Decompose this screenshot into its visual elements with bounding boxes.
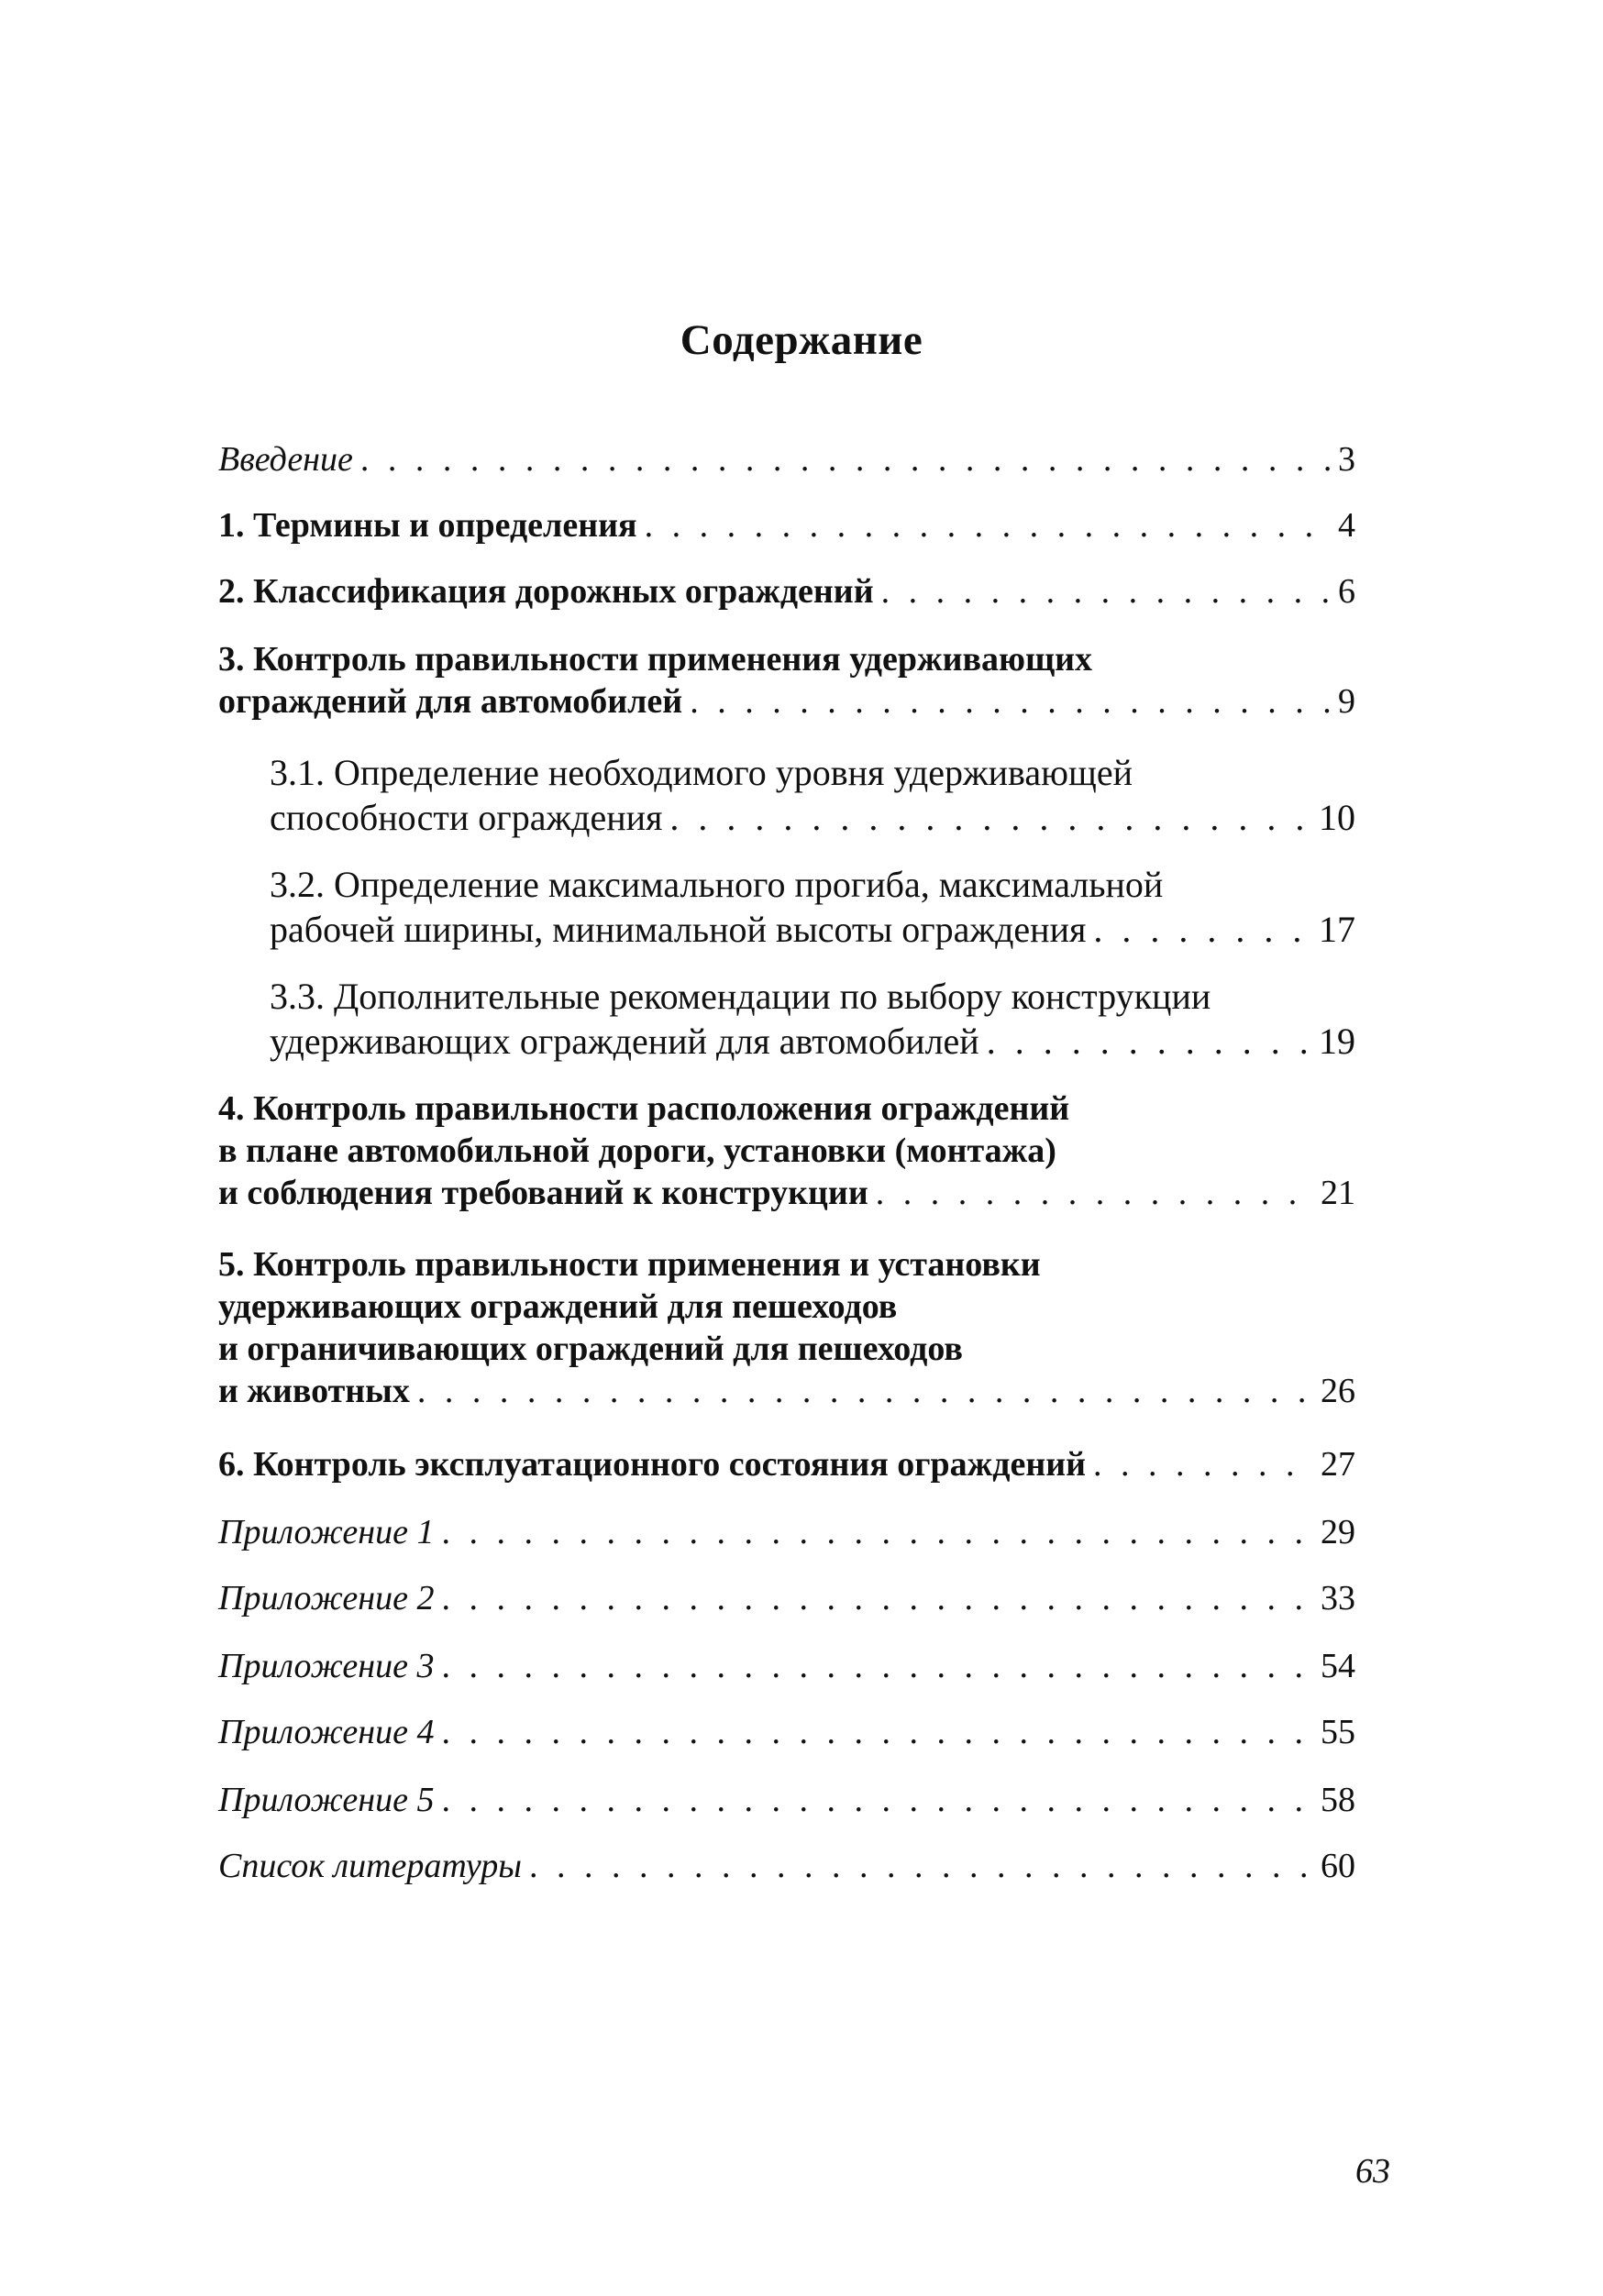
toc-entry-line: 3.3. Дополнительные рекомендации по выбору конструкции bbox=[270, 976, 1211, 1017]
toc-entry-title: 6. Контроль эксплуатационного состояния ограждений bbox=[218, 1445, 1087, 1484]
toc-entry-section-3-1 bbox=[270, 750, 1355, 840]
toc-entry-page: 58 bbox=[1321, 1781, 1355, 1819]
dot-leader bbox=[529, 1845, 1315, 1887]
toc-entry-title: рабочей ширины, минимальной высоты ограждения bbox=[270, 909, 1087, 950]
dot-leader bbox=[645, 504, 1332, 546]
toc-entry-page: 6 bbox=[1338, 572, 1355, 611]
toc-entry-title: Приложение 1 bbox=[218, 1513, 435, 1551]
toc-entry-section-2 bbox=[218, 570, 1355, 613]
toc-entry-title: 1. Термины и определения bbox=[218, 506, 637, 545]
toc-entry-section-3-2 bbox=[270, 862, 1355, 952]
toc-entry-line: в плане автомобильной дороги, установки (монтажа) bbox=[218, 1131, 1056, 1170]
toc-entry-section-3-3 bbox=[270, 974, 1355, 1064]
toc-entry-page: 60 bbox=[1321, 1847, 1355, 1885]
dot-leader bbox=[441, 1511, 1315, 1553]
toc-entry-section-6 bbox=[218, 1443, 1355, 1485]
toc-entry-page: 4 bbox=[1338, 506, 1355, 545]
toc-entry-section-4 bbox=[218, 1087, 1355, 1214]
toc-entry-section-5 bbox=[218, 1243, 1355, 1412]
toc-entry-page: 3 bbox=[1338, 440, 1355, 479]
toc-entry-page: 19 bbox=[1319, 1021, 1355, 1062]
toc-entry-page: 54 bbox=[1321, 1647, 1355, 1685]
toc-entry-line: удерживающих ограждений для пешеходов bbox=[218, 1287, 898, 1326]
toc-entry-title: Приложение 4 bbox=[218, 1713, 435, 1751]
toc-entry-bibliography bbox=[218, 1845, 1355, 1887]
dot-leader bbox=[441, 1711, 1315, 1753]
toc-entry-page: 33 bbox=[1321, 1579, 1355, 1617]
toc-entry-title: Введение bbox=[218, 440, 353, 479]
toc-entry-introduction bbox=[218, 438, 1355, 480]
toc-entry-line: 4. Контроль правильности расположения ограждений bbox=[218, 1089, 1070, 1128]
toc-entry-appendix-4 bbox=[218, 1711, 1355, 1753]
toc-entry-title: Приложение 2 bbox=[218, 1579, 435, 1617]
toc-entry-title: Приложение 3 bbox=[218, 1647, 435, 1685]
toc-entry-title: Список литературы bbox=[218, 1847, 523, 1885]
toc-entry-line: и ограничивающих ограждений для пешеходов bbox=[218, 1330, 963, 1368]
dot-leader bbox=[987, 1019, 1313, 1064]
dot-leader bbox=[417, 1370, 1315, 1412]
dot-leader bbox=[1093, 907, 1313, 952]
toc-entry-title: 2. Классификация дорожных ограждений bbox=[218, 572, 874, 611]
dot-leader bbox=[690, 680, 1332, 723]
toc-entry-title: Приложение 5 bbox=[218, 1781, 435, 1819]
toc-entry-line: 3.1. Определение необходимого уровня удерживающей bbox=[270, 752, 1133, 793]
toc-entry-page: 26 bbox=[1321, 1372, 1355, 1410]
toc-entry-page: 29 bbox=[1321, 1513, 1355, 1551]
toc-entry-page: 55 bbox=[1321, 1713, 1355, 1751]
toc-entry-title: и соблюдения требований к конструкции bbox=[218, 1174, 868, 1212]
toc-entry-line: 5. Контроль правильности применения и установки bbox=[218, 1245, 1041, 1284]
toc-entry-page: 17 bbox=[1319, 909, 1355, 950]
toc-entry-title: удерживающих ограждений для автомобилей bbox=[270, 1021, 979, 1062]
page-number: 63 bbox=[1355, 2152, 1390, 2191]
dot-leader bbox=[876, 1172, 1315, 1214]
dot-leader bbox=[441, 1645, 1315, 1687]
toc-entry-appendix-3 bbox=[218, 1645, 1355, 1687]
toc-entry-title: способности ограждения bbox=[270, 797, 663, 838]
toc-entry-page: 27 bbox=[1321, 1445, 1355, 1484]
toc-entry-appendix-2 bbox=[218, 1577, 1355, 1619]
dot-leader bbox=[669, 795, 1313, 840]
toc-entry-section-1 bbox=[218, 504, 1355, 546]
toc-entry-page: 9 bbox=[1338, 682, 1355, 721]
dot-leader bbox=[441, 1577, 1315, 1619]
page-title: Содержание bbox=[680, 316, 923, 364]
toc-entry-section-3 bbox=[218, 638, 1355, 723]
toc-entry-line: 3.2. Определение максимального прогиба, максимальной bbox=[270, 864, 1164, 905]
toc-entry-appendix-1 bbox=[218, 1511, 1355, 1553]
toc-entry-title: ограждений для автомобилей bbox=[218, 682, 683, 721]
dot-leader bbox=[441, 1779, 1315, 1821]
dot-leader bbox=[360, 438, 1332, 480]
dot-leader bbox=[1093, 1443, 1315, 1485]
toc-entry-page: 10 bbox=[1319, 797, 1355, 838]
dot-leader bbox=[881, 570, 1332, 613]
toc-entry-line: 3. Контроль правильности применения удерживающих bbox=[218, 640, 1093, 679]
toc-entry-appendix-5 bbox=[218, 1779, 1355, 1821]
toc-entry-page: 21 bbox=[1321, 1174, 1355, 1212]
toc-entry-title: и животных bbox=[218, 1372, 410, 1410]
